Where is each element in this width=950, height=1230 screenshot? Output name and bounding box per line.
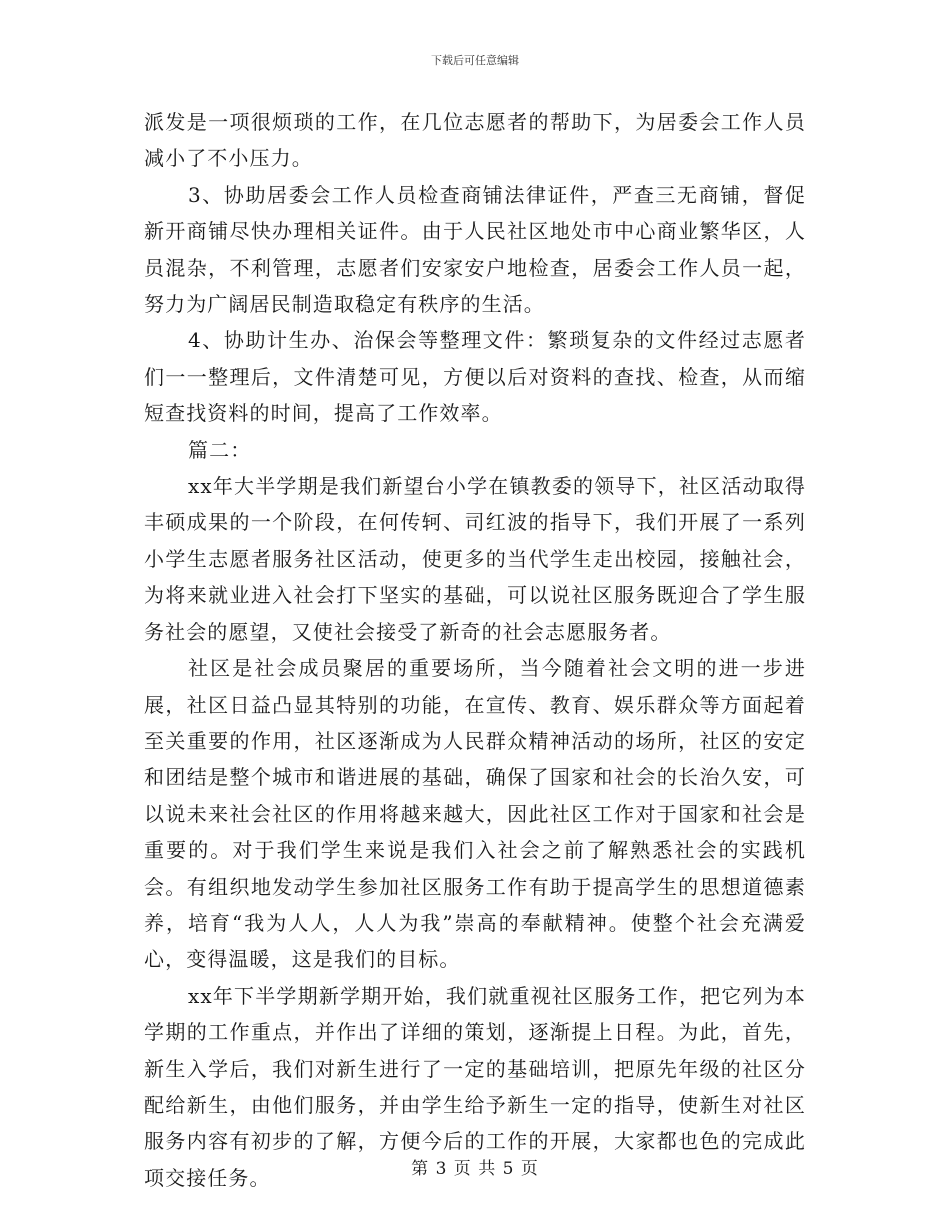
page-header: 下载后可任意编辑 [431, 54, 519, 67]
paragraph: xx年大半学期是我们新望台小学在镇教委的领导下，社区活动取得丰硕成果的一个阶段，在何传轲、司红波的指导下，我们开展了一系列小学生志愿者服务社区活动，使更多的当代学生走出校园，接触社会，为将来就业进入社会打下坚实的基础，可以说社区服务既迎合了学生服务社会的愿望，又使社会接受了新奇的社会志愿服务者。 [144, 474, 806, 644]
paragraph: 社区是社会成员聚居的重要场所，当今随着社会文明的进一步进展，社区日益凸显其特别的功能，在宣传、教育、娱乐群众等方面起着至关重要的作用，社区逐渐成为人民群众精神活动的场所，社区的安定和团结是整个城市和谐进展的基础，确保了国家和社会的长治久安，可以说未来社会社区的作用将越来越大，因此社区工作对于国家和社会是重要的。对于我们学生来说是我们入社会之前了解熟悉社会的实践机会。有组织地发动学生参加社区服务工作有助于提高学生的思想道德素养，培育“我为人人，人人为我”崇高的奉献精神。使整个社会充满爱心，变得温暖，这是我们的目标。 [144, 656, 806, 972]
paragraph: 派发是一项很烦琐的工作，在几位志愿者的帮助下，为居委会工作人员减小了不小压力。 [144, 110, 806, 171]
document-body [144, 104, 806, 1196]
paragraph: xx年下半学期新学期开始，我们就重视社区服务工作，把它列为本学期的工作重点，并作出了详细的策划，逐渐提上日程。为此，首先，新生入学后，我们对新生进行了一定的基础培训，把原先年级的社区分配给新生，由他们服务，并由学生给予新生一定的指导，使新生对社区服务内容有初步的了解，方便今后的工作的开展，大家都也色的完成此项交接任务。 [144, 983, 806, 1190]
paragraph: 3、协助居委会工作人员检查商铺法律证件，严查三无商铺，督促新开商铺尽快办理相关证件。由于人民社区地处市中心商业繁华区，人员混杂，不利管理，志愿者们安家安户地检查，居委会工作人员一起，努力为广阔居民制造取稳定有秩序的生活。 [144, 182, 806, 317]
page-number-footer: 第 3 页 共 5 页 [411, 1159, 539, 1179]
section-heading: 篇二： [188, 437, 252, 462]
paragraph: 4、协助计生办、治保会等整理文件：繁琐复杂的文件经过志愿者们一一整理后，文件清楚可见，方便以后对资料的查找、检查，从而缩短查找资料的时间，提高了工作效率。 [144, 328, 806, 426]
